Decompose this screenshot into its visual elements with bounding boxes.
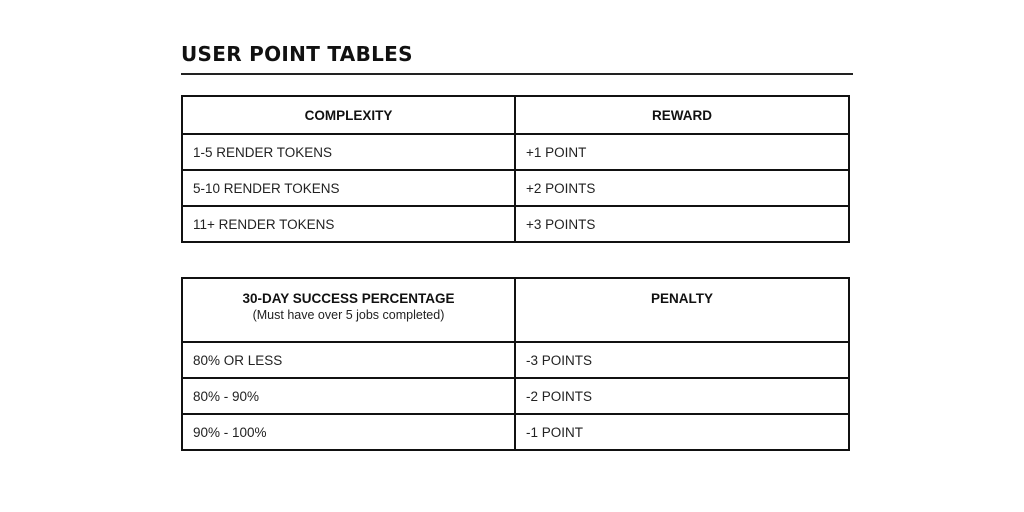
title-divider bbox=[181, 73, 853, 75]
reward-cell: +2 POINTS bbox=[515, 170, 849, 206]
table-header-row bbox=[182, 96, 849, 134]
penalty-cell: -2 POINTS bbox=[515, 378, 849, 414]
reward-table bbox=[181, 95, 850, 243]
success-percentage-cell: 90% - 100% bbox=[182, 414, 515, 450]
table-row bbox=[182, 206, 849, 242]
table-row bbox=[182, 134, 849, 170]
success-percentage-cell: 80% OR LESS bbox=[182, 342, 515, 378]
column-header-penalty: PENALTY bbox=[515, 278, 849, 342]
column-header-label: 30-DAY SUCCESS PERCENTAGE bbox=[242, 291, 455, 306]
table-row bbox=[182, 414, 849, 450]
reward-cell: +1 POINT bbox=[515, 134, 849, 170]
table-header-row bbox=[182, 278, 849, 342]
column-header-success-percentage bbox=[182, 278, 515, 342]
success-percentage-cell: 80% - 90% bbox=[182, 378, 515, 414]
complexity-cell: 5-10 RENDER TOKENS bbox=[182, 170, 515, 206]
page-title: USER POINT TABLES bbox=[181, 42, 413, 66]
penalty-cell: -3 POINTS bbox=[515, 342, 849, 378]
table-row bbox=[182, 342, 849, 378]
column-header-complexity: COMPLEXITY bbox=[182, 96, 515, 134]
complexity-cell: 1-5 RENDER TOKENS bbox=[182, 134, 515, 170]
column-header-note: (Must have over 5 jobs completed) bbox=[252, 308, 445, 322]
table-row bbox=[182, 378, 849, 414]
complexity-cell: 11+ RENDER TOKENS bbox=[182, 206, 515, 242]
penalty-cell: -1 POINT bbox=[515, 414, 849, 450]
penalty-table bbox=[181, 277, 850, 451]
column-header-reward: REWARD bbox=[515, 96, 849, 134]
reward-cell: +3 POINTS bbox=[515, 206, 849, 242]
table-row bbox=[182, 170, 849, 206]
